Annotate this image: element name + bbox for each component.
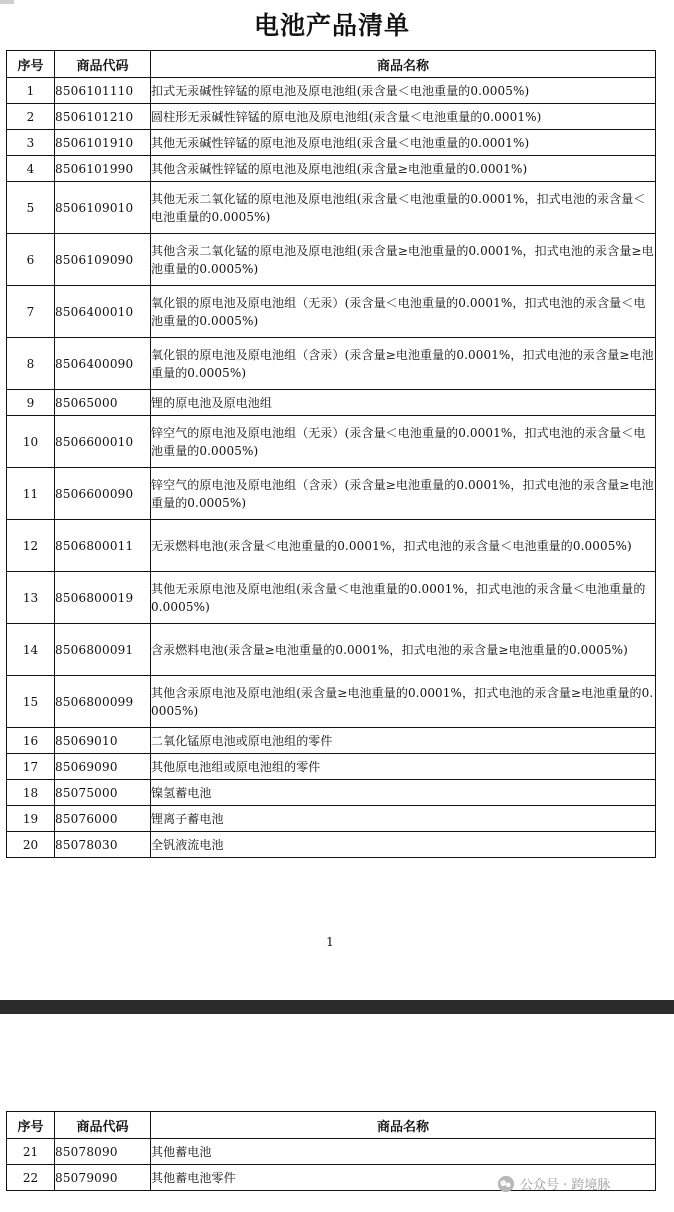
table-row: [7, 468, 656, 520]
row-code: 85069090: [55, 754, 151, 780]
table-row: [7, 676, 656, 728]
row-index: 9: [7, 390, 55, 416]
wechat-logo-icon: [497, 1175, 515, 1193]
row-index: 7: [7, 286, 55, 338]
row-name: 氧化银的原电池及原电池组（含汞）(汞含量≥电池重量的0.0001%，扣式电池的汞含量≥电池重量的0.0005%): [151, 338, 656, 390]
row-code: 8506800099: [55, 676, 151, 728]
row-name: 其他无汞二氧化锰的原电池及原电池组(汞含量＜电池重量的0.0001%，扣式电池的汞含量＜电池重量的0.0005%): [151, 182, 656, 234]
table-row: [7, 1139, 656, 1165]
table-row: [7, 520, 656, 572]
row-index: 8: [7, 338, 55, 390]
watermark: [497, 1174, 610, 1193]
row-name: 其他含汞碱性锌锰的原电池及原电池组(汞含量≥电池重量的0.0001%): [151, 156, 656, 182]
row-code: 85069010: [55, 728, 151, 754]
row-name: 其他蓄电池: [151, 1139, 656, 1165]
row-index: 10: [7, 416, 55, 468]
table-row: [7, 234, 656, 286]
row-code: 8506101110: [55, 78, 151, 104]
row-code: 85075000: [55, 780, 151, 806]
table-row: [7, 156, 656, 182]
row-index: 18: [7, 780, 55, 806]
row-index: 14: [7, 624, 55, 676]
page-number: 1: [326, 935, 334, 949]
row-name: 其他原电池组或原电池组的零件: [151, 754, 656, 780]
header-name: 商品名称: [151, 1112, 656, 1139]
table-row: [7, 754, 656, 780]
row-name: 其他含汞原电池及原电池组(汞含量≥电池重量的0.0001%，扣式电池的汞含量≥电池重量的0.0005%): [151, 676, 656, 728]
watermark-text: 公众号 · 跨境脉: [520, 1178, 611, 1193]
row-index: 2: [7, 104, 55, 130]
row-name: 全钒液流电池: [151, 832, 656, 858]
row-index: 19: [7, 806, 55, 832]
table-row: [7, 624, 656, 676]
row-index: 20: [7, 832, 55, 858]
row-code: 8506800011: [55, 520, 151, 572]
row-code: 8506101210: [55, 104, 151, 130]
row-index: 12: [7, 520, 55, 572]
row-code: 85076000: [55, 806, 151, 832]
row-index: 21: [7, 1139, 55, 1165]
header-index: 序号: [7, 51, 55, 78]
row-name: 镍氢蓄电池: [151, 780, 656, 806]
row-name: 锂的原电池及原电池组: [151, 390, 656, 416]
header-code: 商品代码: [55, 1112, 151, 1139]
table-row: [7, 104, 656, 130]
row-name: 其他蓄电池零件: [151, 1165, 656, 1191]
row-code: 85065000: [55, 390, 151, 416]
table-row: [7, 780, 656, 806]
table-header-row: [7, 51, 656, 78]
row-name: 二氧化锰原电池或原电池组的零件: [151, 728, 656, 754]
row-name: 锌空气的原电池及原电池组（含汞）(汞含量≥电池重量的0.0001%，扣式电池的汞含量≥电池重量的0.0005%): [151, 468, 656, 520]
header-index: 序号: [7, 1112, 55, 1139]
row-code: 8506101990: [55, 156, 151, 182]
row-code: 8506400090: [55, 338, 151, 390]
page-corner-mark: [0, 0, 14, 4]
table-row: [7, 130, 656, 156]
row-name: 其他含汞二氧化锰的原电池及原电池组(汞含量≥电池重量的0.0001%，扣式电池的汞含量≥电池重量的0.0005%): [151, 234, 656, 286]
row-code: 8506600090: [55, 468, 151, 520]
row-index: 13: [7, 572, 55, 624]
row-index: 6: [7, 234, 55, 286]
table-row: [7, 390, 656, 416]
row-index: 4: [7, 156, 55, 182]
row-name: 扣式无汞碱性锌锰的原电池及原电池组(汞含量＜电池重量的0.0005%): [151, 78, 656, 104]
table-row: [7, 806, 656, 832]
table-row: [7, 182, 656, 234]
row-code: 85079090: [55, 1165, 151, 1191]
table-header-row: [7, 1112, 656, 1139]
row-name: 其他无汞碱性锌锰的原电池及原电池组(汞含量＜电池重量的0.0001%): [151, 130, 656, 156]
row-code: 8506600010: [55, 416, 151, 468]
row-index: 22: [7, 1165, 55, 1191]
row-name: 氧化银的原电池及原电池组（无汞）(汞含量＜电池重量的0.0001%，扣式电池的汞含量＜电池重量的0.0005%): [151, 286, 656, 338]
row-index: 11: [7, 468, 55, 520]
row-index: 15: [7, 676, 55, 728]
row-index: 1: [7, 78, 55, 104]
table-row: [7, 572, 656, 624]
page-divider: [0, 1000, 674, 1014]
row-name: 其他无汞原电池及原电池组(汞含量＜电池重量的0.0001%，扣式电池的汞含量＜电池重量的0.0005%): [151, 572, 656, 624]
row-name: 圆柱形无汞碱性锌锰的原电池及原电池组(汞含量＜电池重量的0.0001%): [151, 104, 656, 130]
battery-list-table: [6, 50, 656, 858]
row-code: 8506109090: [55, 234, 151, 286]
table-row: [7, 338, 656, 390]
row-code: 8506101910: [55, 130, 151, 156]
row-name: 锌空气的原电池及原电池组（无汞）(汞含量＜电池重量的0.0001%，扣式电池的汞含量＜电池重量的0.0005%): [151, 416, 656, 468]
row-index: 3: [7, 130, 55, 156]
header-name: 商品名称: [151, 51, 656, 78]
row-index: 16: [7, 728, 55, 754]
row-name: 含汞燃料电池(汞含量≥电池重量的0.0001%，扣式电池的汞含量≥电池重量的0.0005%): [151, 624, 656, 676]
table-row: [7, 728, 656, 754]
table-row: [7, 416, 656, 468]
row-index: 17: [7, 754, 55, 780]
header-code: 商品代码: [55, 51, 151, 78]
row-name: 锂离子蓄电池: [151, 806, 656, 832]
table-row: [7, 78, 656, 104]
row-code: 8506400010: [55, 286, 151, 338]
row-code: 8506800019: [55, 572, 151, 624]
row-index: 5: [7, 182, 55, 234]
row-code: 8506800091: [55, 624, 151, 676]
row-code: 85078090: [55, 1139, 151, 1165]
table-row: [7, 286, 656, 338]
table-row: [7, 832, 656, 858]
row-code: 8506109010: [55, 182, 151, 234]
row-name: 无汞燃料电池(汞含量＜电池重量的0.0001%，扣式电池的汞含量＜电池重量的0.0005%): [151, 520, 656, 572]
page-title: 电池产品清单: [253, 11, 410, 40]
row-code: 85078030: [55, 832, 151, 858]
